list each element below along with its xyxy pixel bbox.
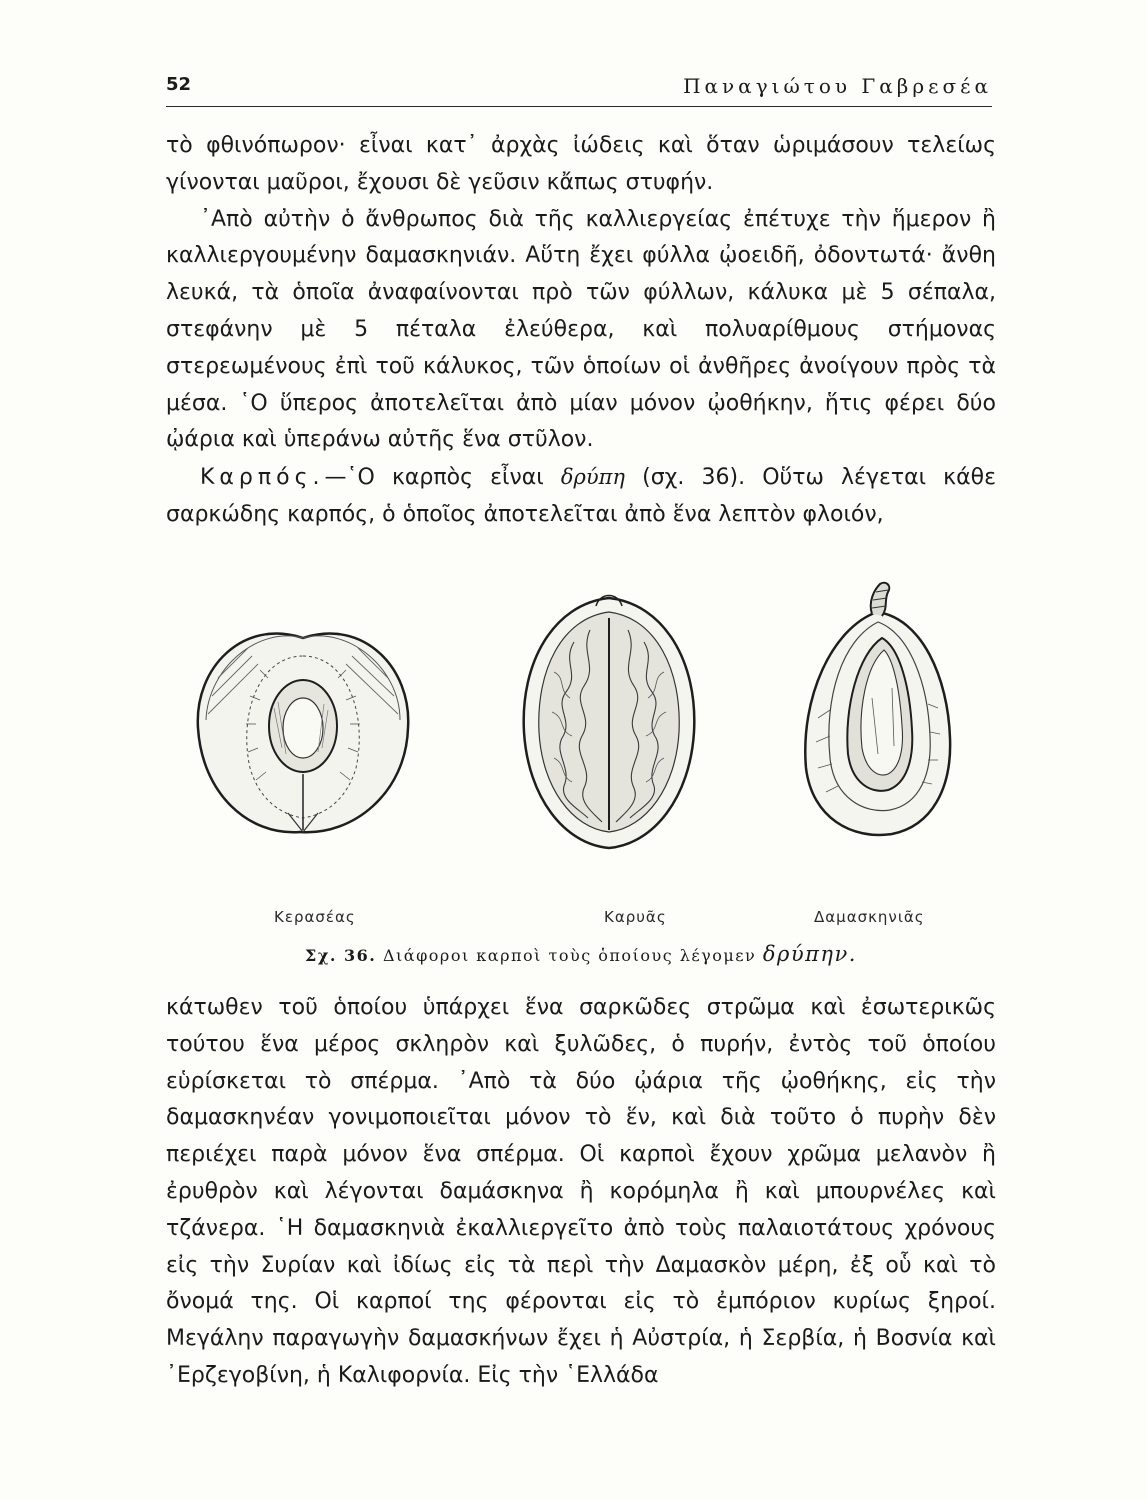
- fruit-text-before: —῾Ο καρπὸς εἶναι: [324, 465, 561, 491]
- text-block-top: [166, 128, 996, 534]
- paragraph-fruit: [166, 459, 996, 534]
- section-heading-karpos: Καρπός.: [200, 465, 325, 491]
- paragraph-plum-description: κάτωθεν τοῦ ὁποίου ὑπάρχει ἕνα σαρκῶδες στρῶμα καὶ ἐσωτερικῶς τούτου ἕνα μέρος σκληρὸν καὶ ξυλῶδες, ὁ πυρήν, ἐντὸς τοῦ ὁποίου εὑρίσκεται τὸ σπέρμα. ᾽Απὸ τὰ δύο ᾠάρια τῆς ᾠοθήκης, εἰς τὴν δαμασκηνέαν γονιμοποιεῖται μόνον τὸ ἕν, καὶ διὰ τοῦτο ὁ πυρὴν δὲν περιέχει παρὰ μόνον ἕνα σπέρμα. Οἱ καρποὶ ἔχουν χρῶμα μελανὸν ἢ ἐρυθρὸν καὶ λέγονται δαμάσκηνα ἢ κορόμηλα ἢ καὶ μπουρνέλες καὶ τζάνερα. ῾Η δαμασκηνιὰ ἐκαλλιεργεῖτο ἀπὸ τοὺς παλαιοτάτους χρόνους εἰς τὴν Συρίαν καὶ ἰδίως εἰς τὰ περὶ τὴν Δαμασκὸν μέρη, ἐξ οὗ καὶ τὸ ὄνομά της. Οἱ καρποί της φέρονται εἰς τὸ ἐμπόριον κυρίως ξηροί. Μεγάλην παραγωγὴν δαμασκήνων ἔχει ἡ Αὐστρία, ἡ Σερβία, ἡ Βοσνία καὶ ᾽Ερζεγοβίνη, ἡ Καλιφορνία. Εἰς τὴν ῾Ελλάδα: [166, 995, 996, 1388]
- running-title: Παναγιώτου Γαβρεσέα: [683, 74, 992, 98]
- cherry-drupe-illustration: [188, 608, 418, 843]
- paragraph-continuation: τὸ φθινόπωρον· εἶναι κατ᾽ ἀρχὰς ἰώδεις καὶ ὅταν ὡριμάσουν τελείως γίνονται μαῦροι, ἔχουσι δὲ γεῦσιν κἄπως στυφήν.: [166, 133, 996, 195]
- figure-caption-text: Διάφοροι καρποὶ τοὺς ὁποίους λέγομεν: [382, 946, 757, 965]
- figure-caption-number: Σχ. 36.: [305, 946, 377, 965]
- label-walnut: Καρυᾶς: [604, 908, 667, 926]
- italic-term-drupe: δρύπη: [560, 465, 625, 490]
- paragraph-cultivated-plum: ᾽Απὸ αὐτὴν ὁ ἄνθρωπος διὰ τῆς καλλιεργείας ἐπέτυχε τὴν ἥμερον ἢ καλλιεργουμένην δαμασκηνιάν. Αὕτη ἔχει φύλλα ᾠοειδῆ, ὀδοντωτά· ἄνθη λευκά, τὰ ὁποῖα ἀναφαίνονται πρὸ τῶν φύλλων, κάλυκα μὲ 5 σέπαλα, στεφάνην μὲ 5 πέταλα ἐλεύθερα, καὶ πολυαρίθμους στήμονας στερεωμένους ἐπὶ τοῦ κάλυκος, τῶν ὁποίων οἱ ἀνθῆρες ἀνοίγουν πρὸς τὰ μέσα. ῾Ο ὕπερος ἀποτελεῖται ἀπὸ μίαν μόνον ᾠοθήκην, ἥτις φέρει δύο ᾠάρια καὶ ὑπεράνω αὐτῆς ἕνα στῦλον.: [166, 206, 996, 453]
- figure-36: [166, 570, 996, 970]
- page-header: [166, 74, 992, 107]
- page-number: 52: [166, 74, 192, 95]
- figure-caption-italic: δρύπην.: [762, 942, 857, 966]
- label-cherry: Κερασέας: [274, 908, 356, 926]
- figure-caption: [166, 942, 996, 966]
- fruit-text-after: (σχ. 36). Οὕτω λέγεται κάθε σαρκώδης καρπός, ὁ ὁποῖος ἀποτελεῖται ἀπὸ ἕνα λεπτὸν φλοιόν,: [166, 465, 997, 527]
- plum-drupe-illustration: [782, 578, 972, 853]
- label-plum: Δαμασκηνιᾶς: [814, 908, 925, 926]
- text-block-bottom: [166, 990, 996, 1395]
- walnut-drupe-illustration: [514, 582, 704, 857]
